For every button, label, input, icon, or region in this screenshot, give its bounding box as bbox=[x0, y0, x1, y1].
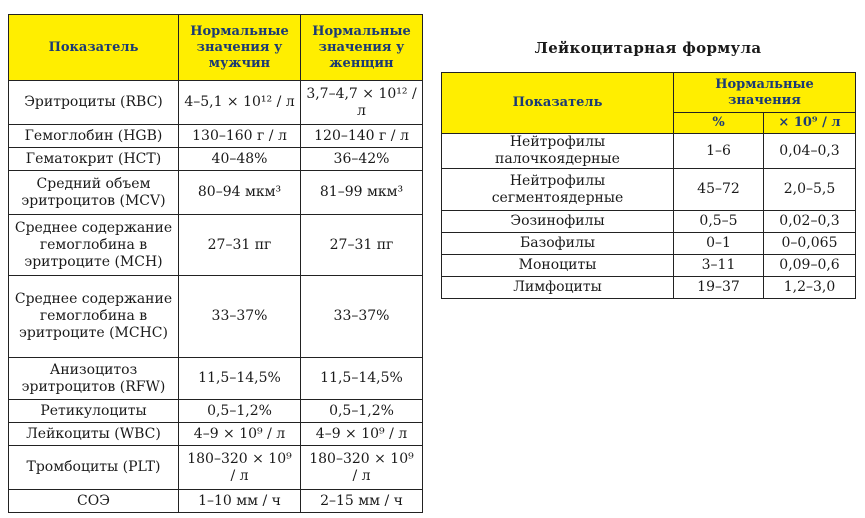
row-name: Лейкоциты (WBC) bbox=[9, 423, 179, 446]
row-name: Лимфоциты bbox=[442, 277, 674, 299]
row-men-value: 130–160 г / л bbox=[179, 125, 301, 148]
table-row bbox=[9, 81, 423, 125]
row-abs-value: 0,04–0,3 bbox=[764, 134, 856, 169]
table-row bbox=[9, 125, 423, 148]
row-abs-value: 1,2–3,0 bbox=[764, 277, 856, 299]
row-men-value: 0,5–1,2% bbox=[179, 400, 301, 423]
row-women-value: 180–320 × 10⁹ / л bbox=[301, 446, 423, 490]
row-women-value: 120–140 г / л bbox=[301, 125, 423, 148]
row-women-value: 4–9 × 10⁹ / л bbox=[301, 423, 423, 446]
row-abs-value: 0,09–0,6 bbox=[764, 255, 856, 277]
table-row bbox=[9, 215, 423, 276]
row-name: Эритроциты (RBC) bbox=[9, 81, 179, 125]
blood-norms-table bbox=[8, 14, 423, 513]
row-name: Ретикулоциты bbox=[9, 400, 179, 423]
table-row bbox=[9, 358, 423, 400]
table-row bbox=[9, 148, 423, 171]
table-row bbox=[442, 169, 856, 211]
row-name: Среднее содержание гемоглобина в эритроците (MCH) bbox=[9, 215, 179, 276]
table-row bbox=[442, 255, 856, 277]
row-name: Нейтрофилы сегментоядерные bbox=[442, 169, 674, 211]
row-abs-value: 0,02–0,3 bbox=[764, 211, 856, 233]
row-name: Базофилы bbox=[442, 233, 674, 255]
row-name: СОЭ bbox=[9, 490, 179, 513]
row-men-value: 1–10 мм / ч bbox=[179, 490, 301, 513]
row-men-value: 40–48% bbox=[179, 148, 301, 171]
header-women: Нормальные значения у женщин bbox=[301, 15, 423, 81]
table-row bbox=[442, 211, 856, 233]
header-indicator: Показатель bbox=[9, 15, 179, 81]
row-name: Моноциты bbox=[442, 255, 674, 277]
row-women-value: 81–99 мкм³ bbox=[301, 171, 423, 215]
table-row bbox=[442, 277, 856, 299]
row-men-value: 4–9 × 10⁹ / л bbox=[179, 423, 301, 446]
table-row bbox=[9, 423, 423, 446]
row-name: Гемоглобин (HGB) bbox=[9, 125, 179, 148]
row-men-value: 33–37% bbox=[179, 276, 301, 358]
row-percent-value: 0–1 bbox=[674, 233, 764, 255]
table-row bbox=[9, 400, 423, 423]
header-indicator: Показатель bbox=[442, 73, 674, 134]
table-row bbox=[9, 276, 423, 358]
leukocyte-formula-title: Лейкоцитарная формула bbox=[534, 39, 762, 57]
row-abs-value: 0–0,065 bbox=[764, 233, 856, 255]
row-name: Гематокрит (HCT) bbox=[9, 148, 179, 171]
row-women-value: 0,5–1,2% bbox=[301, 400, 423, 423]
table-row bbox=[9, 490, 423, 513]
header-men: Нормальные значения у мужчин bbox=[179, 15, 301, 81]
row-women-value: 11,5–14,5% bbox=[301, 358, 423, 400]
row-abs-value: 2,0–5,5 bbox=[764, 169, 856, 211]
row-name: Тромбоциты (PLT) bbox=[9, 446, 179, 490]
row-name: Средний объем эритроцитов (MCV) bbox=[9, 171, 179, 215]
row-percent-value: 19–37 bbox=[674, 277, 764, 299]
row-women-value: 36–42% bbox=[301, 148, 423, 171]
row-percent-value: 45–72 bbox=[674, 169, 764, 211]
table-row bbox=[9, 446, 423, 490]
leukocyte-formula-table bbox=[441, 72, 856, 299]
row-women-value: 3,7–4,7 × 10¹² / л bbox=[301, 81, 423, 125]
row-men-value: 180–320 × 10⁹ / л bbox=[179, 446, 301, 490]
row-women-value: 27–31 пг bbox=[301, 215, 423, 276]
row-women-value: 33–37% bbox=[301, 276, 423, 358]
table-row bbox=[442, 134, 856, 169]
row-women-value: 2–15 мм / ч bbox=[301, 490, 423, 513]
row-percent-value: 0,5–5 bbox=[674, 211, 764, 233]
header-absolute: × 10⁹ / л bbox=[764, 113, 856, 134]
row-name: Среднее содержание гемоглобина в эритроците (MCHC) bbox=[9, 276, 179, 358]
row-percent-value: 1–6 bbox=[674, 134, 764, 169]
row-name: Анизоцитоз эритроцитов (RFW) bbox=[9, 358, 179, 400]
row-men-value: 4–5,1 × 10¹² / л bbox=[179, 81, 301, 125]
table-row bbox=[9, 171, 423, 215]
table-row bbox=[442, 233, 856, 255]
row-men-value: 27–31 пг bbox=[179, 215, 301, 276]
row-men-value: 11,5–14,5% bbox=[179, 358, 301, 400]
row-name: Нейтрофилы палочкоядерные bbox=[442, 134, 674, 169]
row-percent-value: 3–11 bbox=[674, 255, 764, 277]
row-name: Эозинофилы bbox=[442, 211, 674, 233]
row-men-value: 80–94 мкм³ bbox=[179, 171, 301, 215]
header-percent: % bbox=[674, 113, 764, 134]
header-normal-values: Нормальные значения bbox=[674, 73, 856, 113]
